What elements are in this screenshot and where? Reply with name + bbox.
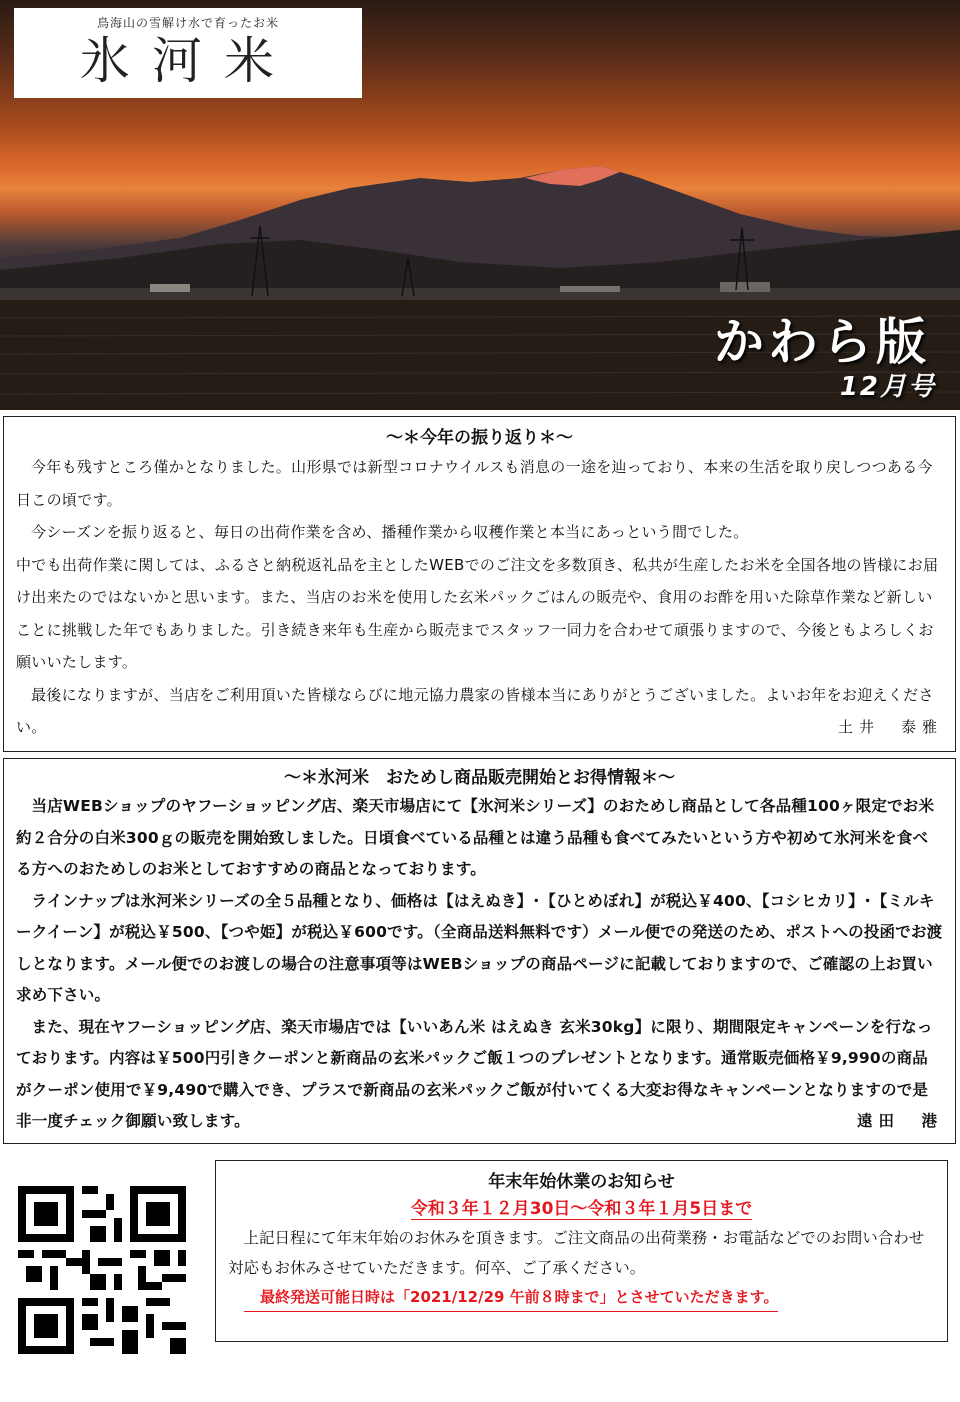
- hero-photo: [0, 0, 960, 410]
- year-review-section: [3, 416, 956, 752]
- paragraph-text: また、現在ヤフーショッピング店、楽天市場店では【いいあん米 はえぬき 玄米30kg】に限り、期間限定キャンペーンを行なっております。内容は￥500円引きクーポンと新商品の玄米パックご飯１つのプレゼントとなります。通常販売価格￥9,990の商品がクーポン使用で￥9,490で購入でき、プラスで新商品の玄米パックご飯が付いてくる大変お得なキャンペーンとなりますので是非一度チェック御願い致します。: [16, 1017, 933, 1130]
- paragraph: 当店WEBショップのヤフーショッピング店、楽天市場店にて【氷河米シリーズ】のおためし商品として各品種100ヶ限定でお米約２合分の白米300ｇの販売を開始致しました。日頃食べている品種とは違う品種も食べてみたいという方や初めて氷河米を食べる方へのおためしのお米としておすすめの商品となっております。: [16, 797, 935, 878]
- issue-label: 12月号: [839, 372, 936, 402]
- brand-logo: [14, 8, 362, 98]
- paragraph: [16, 679, 943, 744]
- holiday-notice: [215, 1160, 948, 1342]
- paragraph: 中でも出荷作業に関しては、ふるさと納税返礼品を主としたWEBでのご注文を多数頂き、私共が生産したお米を全国各地の皆様にお届け出来たのではないかと思います。また、当店のお米を使用した玄米パックごはんの販売や、食用のお酢を用いた除草作業など新しいことに挑戦した年でもありました。引き続き来年も生産から販売までスタッフ一同力を合わせて頑張りますので、今後ともよろしくお願いいたします。: [16, 555, 939, 671]
- paragraph-text: 最後になりますが、当店をご利用頂いた皆様ならびに地元協力農家の皆様本当にありがとうございました。よいお年をお迎えください。: [16, 685, 934, 736]
- notice-title: 年末年始休業のお知らせ: [488, 1172, 675, 1192]
- holiday-dates: [228, 1195, 935, 1223]
- newsletter-title: かわら版: [714, 313, 930, 371]
- holiday-dates-text: 令和３年１２月30日～令和３年１月5日まで: [410, 1199, 753, 1219]
- notice-body: 上記日程にて年末年始のお休みを頂きます。ご注文商品の出荷業務・お電話などでのお問い合わせ対応もお休みさせていただきます。何卒、ご了承ください。: [228, 1229, 925, 1277]
- logo-name: 氷河米: [80, 32, 296, 90]
- logo-tagline: 鳥海山の雪解け水で育ったお米: [96, 16, 279, 30]
- paragraph: [16, 1012, 943, 1138]
- signature: 遠田 港: [856, 1112, 943, 1130]
- final-shipping-notice: 最終発送可能日時は「2021/12/29 午前８時まで」とさせていただきます。: [244, 1283, 778, 1312]
- paragraph: 今年も残すところ僅かとなりました。山形県では新型コロナウイルスも消息の一途を辿っており、本来の生活を取り戻しつつある今日この頃です。: [16, 458, 933, 509]
- qr-code-icon[interactable]: [18, 1186, 186, 1354]
- paragraph: 今シーズンを振り返ると、毎日の出荷作業を含め、播種作業から収穫作業と本当にあっという間でした。: [31, 523, 749, 541]
- signature: 土井 泰雅: [837, 718, 943, 736]
- paragraph: ラインナップは氷河米シリーズの全５品種となり、価格は【はえぬき】･【ひとめぼれ】が税込￥400、【コシヒカリ】･【ミルキークイーン】が税込￥500、【つや姫】が税込￥600です。（全商品送料無料です）メール便での発送のため、ポストへの投函でお渡しとなります。メール便でのお渡しの場合の注意事項等はWEBショップの商品ページに記載しておりますので、ご確認の上お買い求め下さい。: [16, 891, 943, 1004]
- section-title: ～＊今年の振り返り＊～: [386, 428, 573, 448]
- section-title: ～＊氷河米 おためし商品販売開始とお得情報＊～: [284, 768, 675, 788]
- trial-product-section: [3, 758, 956, 1144]
